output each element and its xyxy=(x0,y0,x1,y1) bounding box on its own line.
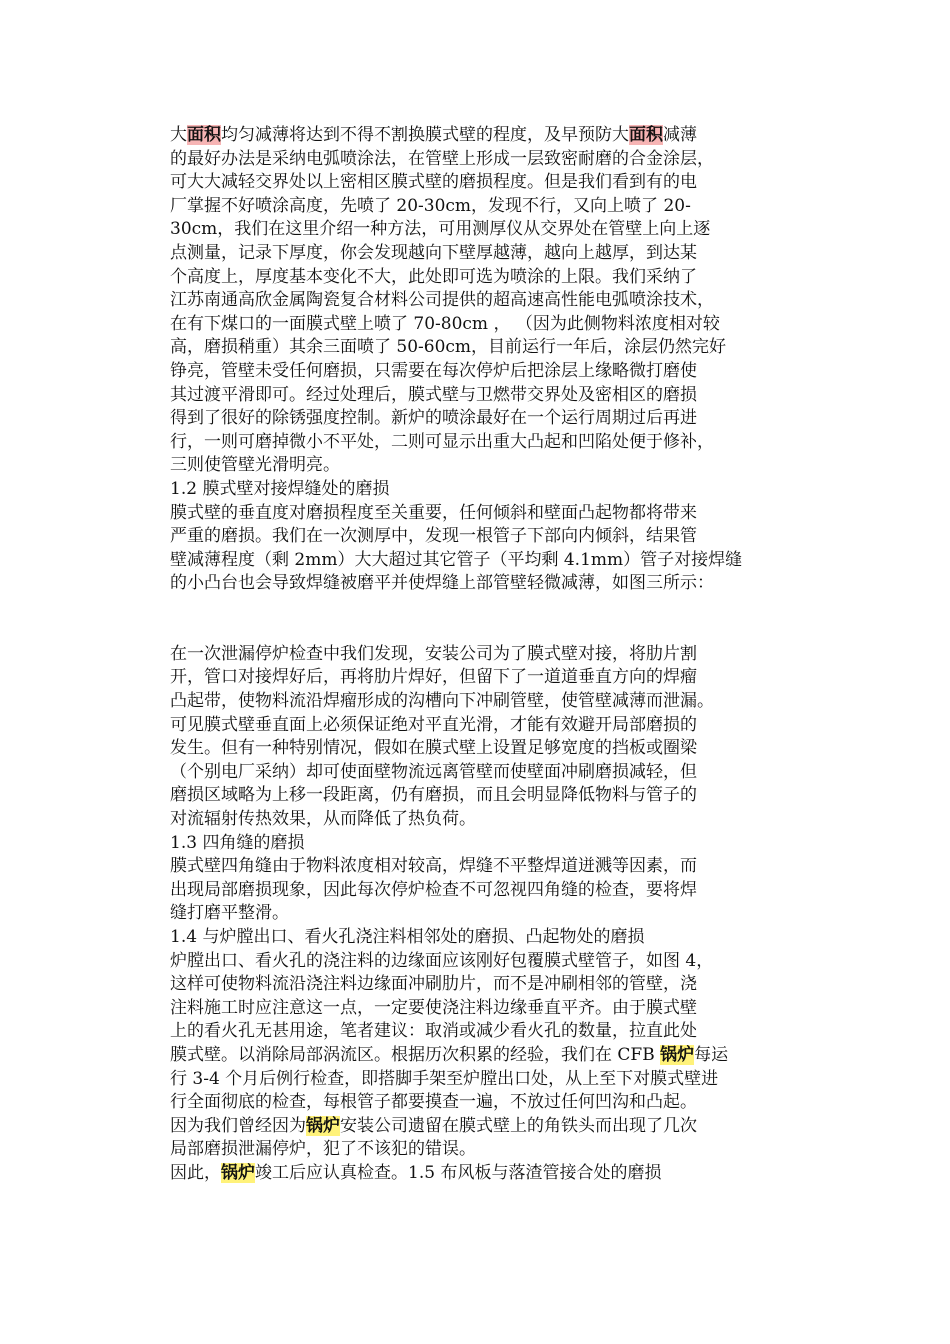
text-line: 因为我们曾经因为锅炉安装公司遗留在膜式壁上的角铁头而出现了几次 xyxy=(170,1115,697,1136)
section-heading: 1.3 四角缝的磨损 xyxy=(170,832,305,853)
text-line: 壁减薄程度（剩 2mm）大大超过其它管子（平均剩 4.1mm）管子对接焊缝 xyxy=(170,549,743,570)
text-line: 大面积均匀减薄将达到不得不割换膜式壁的程度，及早预防大面积减薄 xyxy=(170,125,697,145)
text-line: 高，磨损稍重）其余三面喷了 50-60cm，目前运行一年后，涂层仍然完好 xyxy=(170,337,727,358)
text-line: 厂掌握不好喷涂高度，先喷了 20-30cm，发现不行，又向上喷了 20- xyxy=(170,195,691,216)
text-line: 严重的磨损。我们在一次测厚中，发现一根管子下部向内倾斜，结果管 xyxy=(170,526,697,547)
text-line: 可大大减轻交界处以上密相区膜式壁的磨损程度。但是我们看到有的电 xyxy=(170,172,697,193)
text-line: 缝打磨平整滑。 xyxy=(170,903,289,924)
text-line: 注料施工时应注意这一点，一定要使浇注料边缘垂直平齐。由于膜式壁 xyxy=(170,997,697,1018)
text-line: 其过渡平滑即可。经过处理后，膜式壁与卫燃带交界处及密相区的磨损 xyxy=(170,384,697,405)
text-line: 上的看火孔无甚用途，笔者建议：取消或减少看火孔的数量，拉直此处 xyxy=(170,1021,697,1042)
text-line: 的小凸台也会导致焊缝被磨平并使焊缝上部管壁轻微减薄，如图三所示： xyxy=(170,573,714,594)
document-body xyxy=(170,124,770,1186)
text-line: 得到了很好的除锈强度控制。新炉的喷涂最好在一个运行周期过后再进 xyxy=(170,408,697,429)
text-line: 发生。但有一种特别情况，假如在膜式壁上设置足够宽度的挡板或圈梁 xyxy=(170,738,697,759)
search-highlight: 面积 xyxy=(629,125,663,145)
text-line: 行，一则可磨掉微小不平处，二则可显示出重大凸起和凹陷处便于修补， xyxy=(170,431,714,452)
search-highlight: 锅炉 xyxy=(306,1115,340,1136)
search-highlight: 面积 xyxy=(187,125,221,145)
figure-gap xyxy=(170,596,770,643)
search-highlight: 锅炉 xyxy=(221,1162,255,1183)
text-line: 磨损区域略为上移一段距离，仍有磨损，而且会明显降低物料与管子的 xyxy=(170,785,697,806)
text-line: 的最好办法是采纳电弧喷涂法，在管壁上形成一层致密耐磨的合金涂层， xyxy=(170,148,714,169)
text-line: 行 3-4 个月后例行检查，即搭脚手架至炉膛出口处，从上至下对膜式壁进 xyxy=(170,1068,719,1089)
text-line: 在有下煤口的一面膜式壁上喷了 70-80cm ， （因为此侧物料浓度相对较 xyxy=(170,313,720,334)
text-line: 在一次泄漏停炉检查中我们发现，安装公司为了膜式壁对接，将肋片割 xyxy=(170,643,697,664)
text-line: 膜式壁的垂直度对磨损程度至关重要，任何倾斜和壁面凸起物都将带来 xyxy=(170,502,697,523)
text-line: 行全面彻底的检查，每根管子都要摸查一遍，不放过任何凹沟和凸起。 xyxy=(170,1092,697,1113)
text-line: 因此，锅炉竣工后应认真检查。1.5 布风板与落渣管接合处的磨损 xyxy=(170,1162,662,1183)
search-highlight: 锅炉 xyxy=(660,1044,695,1065)
text-line: （个别电厂采纳）却可使面壁物流远离管壁而使壁面冲刷磨损减轻，但 xyxy=(170,761,697,782)
text-line: 点测量，记录下厚度，你会发现越向下壁厚越薄，越向上越厚，到达某 xyxy=(170,242,697,263)
text-line: 炉膛出口、看火孔的浇注料的边缘面应该刚好包覆膜式壁管子，如图 4， xyxy=(170,950,714,971)
text-line: 个高度上，厚度基本变化不大，此处即可选为喷涂的上限。我们采纳了 xyxy=(170,266,697,287)
text-line: 30cm，我们在这里介绍一种方法，可用测厚仪从交界处在管壁上向上逐 xyxy=(170,219,711,240)
text-line: 出现局部磨损现象，因此每次停炉检查不可忽视四角缝的检查，要将焊 xyxy=(170,879,697,900)
text-line: 开，管口对接焊好后，再将肋片焊好，但留下了一道道垂直方向的焊瘤 xyxy=(170,667,697,688)
text-line: 铮亮，管壁未受任何磨损，只需要在每次停炉后把涂层上缘略微打磨使 xyxy=(170,360,697,381)
text-line: 对流辐射传热效果，从而降低了热负荷。 xyxy=(170,809,476,830)
text-line: 可见膜式壁垂直面上必须保证绝对平直光滑，才能有效避开局部磨损的 xyxy=(170,714,697,735)
text-line: 膜式壁四角缝由于物料浓度相对较高，焊缝不平整焊道迸溅等因素，而 xyxy=(170,856,697,877)
text-line: 江苏南通高欣金属陶瓷复合材料公司提供的超高速高性能电弧喷涂技术， xyxy=(170,290,714,311)
text-line: 三则使管壁光滑明亮。 xyxy=(170,455,340,476)
text-line: 这样可使物料流沿浇注料边缘面冲刷肋片，而不是冲刷相邻的管壁，浇 xyxy=(170,974,697,995)
text-line: 局部磨损泄漏停炉，犯了不该犯的错误。 xyxy=(170,1139,476,1160)
text-line: 凸起带，使物料流沿焊瘤形成的沟槽向下冲刷管壁，使管壁减薄而泄漏。 xyxy=(170,691,714,712)
text-line: 膜式壁。以消除局部涡流区。根据历次积累的经验，我们在 CFB 锅炉每运 xyxy=(170,1044,729,1065)
section-heading: 1.4 与炉膛出口、看火孔浇注料相邻处的磨损、凸起物处的磨损 xyxy=(170,927,645,947)
section-heading: 1.2 膜式壁对接焊缝处的磨损 xyxy=(170,478,390,499)
